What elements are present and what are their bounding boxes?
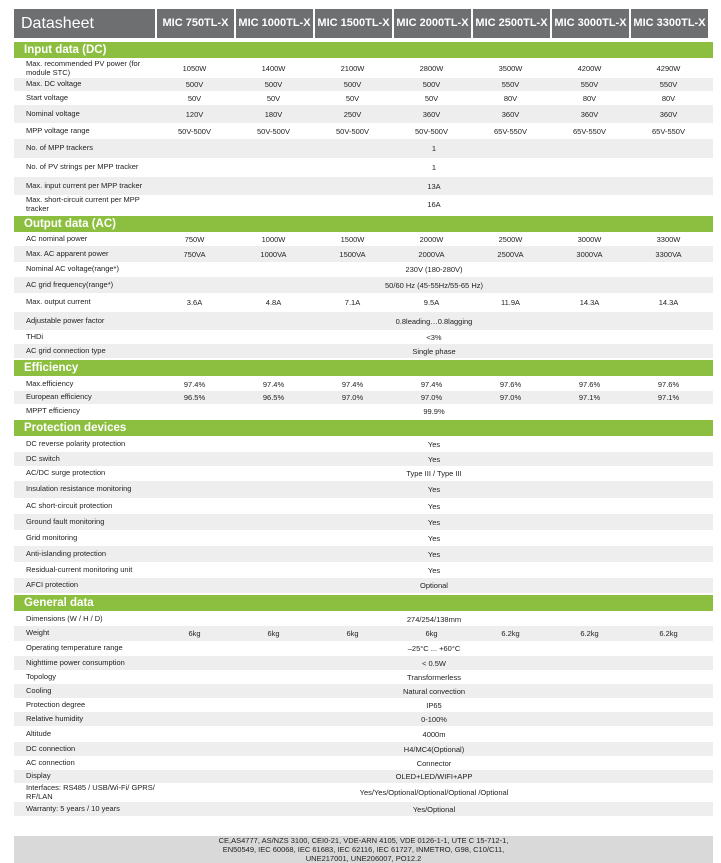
value-cell: 6.2kg [659, 629, 678, 638]
value-cell: 1500VA [339, 249, 366, 259]
table-row [14, 312, 713, 330]
table-row [14, 481, 713, 498]
value-cell: 2000W [419, 235, 444, 244]
row-label: Max. short-circuit current per MPP tracker [26, 195, 140, 213]
value-cell: 550V [659, 80, 678, 89]
row-label: Start voltage [26, 92, 69, 102]
value-cell: 97.4% [183, 379, 206, 389]
table-row [14, 377, 713, 391]
row-label: AC grid connection type [26, 345, 106, 355]
value-cell: 14.3A [658, 298, 679, 307]
datasheet-table [14, 9, 713, 816]
header-row [14, 9, 713, 38]
value-cell: 1400W [261, 64, 286, 73]
shared-value-cell: 1 [431, 163, 437, 172]
table-row [14, 404, 713, 418]
value-cell: 80V [661, 93, 676, 103]
shared-value-cell: Transformerless [407, 672, 461, 682]
table-row [14, 158, 713, 177]
table-row [14, 756, 713, 770]
table-row [14, 195, 713, 214]
value-cell: 2000VA [418, 249, 445, 259]
row-label: MPP voltage range [26, 125, 90, 135]
value-cell: 50V [424, 93, 439, 103]
shared-value-cell: Yes [427, 565, 441, 575]
value-cell: 97.4% [420, 379, 443, 389]
section-header-protection: Protection devices [14, 420, 713, 436]
value-cell: 97.0% [420, 393, 443, 402]
shared-value-cell: 0.8leading…0.8lagging [395, 316, 473, 326]
value-cell: 1050W [182, 64, 207, 73]
table-row [14, 626, 713, 641]
value-cell: 3300VA [655, 249, 682, 259]
value-cell: 2500W [498, 235, 523, 244]
value-cell: 97.0% [341, 393, 364, 402]
shared-value-cell: 230V (180-280V) [405, 265, 463, 274]
row-label: European efficiency [26, 392, 92, 402]
shared-value-cell: Yes [427, 517, 441, 527]
value-cell: 3.6A [186, 298, 203, 307]
value-cell: 1500W [340, 235, 365, 244]
table-row [14, 344, 713, 358]
shared-value-cell: Single phase [412, 346, 456, 356]
value-cell: 500V [185, 80, 204, 89]
table-row [14, 437, 713, 452]
shared-value-cell: H4/MC4(Optional) [403, 744, 465, 754]
row-label: Protection degree [26, 699, 86, 709]
row-label: Max.efficiency [26, 378, 74, 388]
value-cell: 3300W [656, 235, 681, 244]
shared-value-cell: IP65 [426, 700, 442, 710]
value-cell: 65V-550V [652, 126, 685, 136]
table-row [14, 530, 713, 546]
value-cell: 550V [501, 80, 520, 89]
value-cell: 97.1% [578, 393, 601, 402]
value-cell: 3000VA [576, 249, 603, 259]
table-row [14, 262, 713, 277]
table-row [14, 177, 713, 195]
value-cell: 6kg [425, 629, 438, 638]
table-row [14, 783, 713, 802]
value-cell: 250V [343, 109, 362, 119]
value-cell: 97.6% [657, 379, 680, 389]
shared-value-cell: 1 [431, 144, 437, 153]
value-cell: 65V-550V [573, 126, 606, 136]
shared-value-cell: OLED+LED/WIFI+APP [395, 772, 473, 781]
value-cell: 360V [580, 109, 599, 119]
table-row [14, 641, 713, 656]
row-label: AC short-circuit protection [26, 500, 113, 510]
value-cell: 4.8A [265, 298, 282, 307]
row-label: Altitude [26, 728, 52, 738]
shared-value-cell: Yes [427, 440, 441, 449]
table-row [14, 246, 713, 262]
value-cell: 96.5% [262, 393, 285, 402]
model-header: MIC 750TL-X [157, 9, 234, 38]
value-cell: 750W [184, 235, 205, 244]
shared-value-cell: <3% [426, 332, 442, 342]
table-row [14, 123, 713, 139]
certifications-footer: CE,AS4777, AS/NZS 3100, CEI0-21, VDE-ARN 4105, VDE 0126-1-1, UTE C 15-712-1, EN50549, IEC 60068, IEC 61683, IEC 62116, IEC 61727, INMETRO, G98, C10/C11, UNE217001, UNE206007, PO12.2 [14, 836, 713, 863]
row-label: Relative humidity [26, 713, 84, 723]
value-cell: 50V [187, 93, 202, 103]
row-label: AFCI protection [26, 580, 79, 590]
shared-value-cell: 50/60 Hz (45-55Hz/55-65 Hz) [385, 280, 483, 290]
shared-value-cell: Connector [416, 758, 452, 768]
value-cell: 360V [659, 109, 678, 119]
value-cell: 7.1A [344, 298, 361, 307]
value-cell: 50V-500V [336, 126, 369, 136]
row-label: AC nominal power [26, 234, 88, 244]
row-label: Max. DC voltage [26, 79, 82, 89]
shared-value-cell: Yes [427, 533, 441, 543]
shared-value-cell: 16A [427, 200, 441, 209]
row-label: Nominal AC voltage(range*) [26, 264, 119, 274]
shared-value-cell: Type III / Type III [406, 469, 462, 478]
table-row [14, 498, 713, 514]
shared-value-cell: 0-100% [421, 714, 447, 724]
table-body [14, 42, 713, 816]
shared-value-cell: Yes [427, 454, 441, 464]
model-header: MIC 2000TL-X [394, 9, 471, 38]
row-label: Max. recommended PV power (for module STC) [26, 59, 141, 77]
value-cell: 1000W [261, 235, 286, 244]
row-label: MPPT efficiency [26, 405, 80, 415]
row-label: THDi [26, 331, 44, 341]
row-label: AC/DC surge protection [26, 468, 106, 478]
row-label: Adjustable power factor [26, 315, 105, 325]
value-cell: 2500VA [497, 249, 524, 259]
value-cell: 50V-500V [415, 126, 448, 136]
shared-value-cell: Natural convection [402, 686, 466, 696]
model-header: MIC 1500TL-X [315, 9, 392, 38]
value-cell: 96.5% [183, 393, 206, 402]
table-row [14, 91, 713, 105]
row-label: Max. output current [26, 297, 91, 307]
row-label: DC switch [26, 453, 60, 463]
shared-value-cell: Optional [420, 581, 448, 590]
row-label: Max. AC apparent power [26, 248, 109, 258]
value-cell: 3000W [577, 235, 602, 244]
value-cell: 2800W [419, 64, 444, 73]
value-cell: 120V [185, 109, 204, 119]
table-row [14, 770, 713, 783]
value-cell: 6kg [188, 629, 201, 638]
row-label: AC connection [26, 757, 75, 767]
value-cell: 50V [345, 93, 360, 103]
row-label: DC connection [26, 743, 76, 753]
row-label: DC reverse polarity protection [26, 439, 126, 449]
model-header: MIC 3300TL-X [631, 9, 708, 38]
table-row [14, 59, 713, 78]
section-header-input: Input data (DC) [14, 42, 713, 58]
datasheet-title: Datasheet [14, 9, 155, 38]
value-cell: 750VA [183, 249, 206, 259]
value-cell: 6kg [267, 629, 280, 638]
value-cell: 550V [580, 80, 599, 89]
value-cell: 97.6% [578, 379, 601, 389]
row-label: Nighttime power consumption [26, 657, 125, 667]
shared-value-cell: 4000m [422, 729, 446, 739]
table-row [14, 712, 713, 726]
table-row [14, 466, 713, 481]
value-cell: 11.9A [500, 298, 521, 307]
value-cell: 80V [582, 93, 597, 103]
shared-value-cell: 99.9% [423, 406, 445, 416]
value-cell: 180V [264, 109, 283, 119]
table-row [14, 670, 713, 684]
table-row [14, 391, 713, 404]
row-label: Topology [26, 671, 57, 681]
value-cell: 360V [422, 109, 441, 119]
value-cell: 97.0% [499, 393, 522, 402]
table-row [14, 546, 713, 562]
row-label: Insulation resistance monitoring [26, 484, 132, 494]
table-row [14, 698, 713, 712]
row-label: Grid monitoring [26, 532, 78, 542]
value-cell: 50V [266, 93, 281, 103]
value-cell: 500V [343, 80, 362, 89]
model-header: MIC 3000TL-X [552, 9, 629, 38]
row-label: Operating temperature range [26, 643, 123, 653]
shared-value-cell: Yes [427, 485, 441, 494]
value-cell: 65V-550V [494, 126, 527, 136]
table-row [14, 726, 713, 742]
value-cell: 4200W [577, 64, 602, 73]
shared-value-cell: 13A [427, 181, 441, 191]
shared-value-cell: –25°C ... +60°C [407, 644, 461, 653]
row-label: Dimensions (W / H / D) [26, 613, 103, 623]
value-cell: 1000VA [260, 249, 287, 259]
value-cell: 500V [422, 80, 441, 89]
row-label: Cooling [26, 685, 52, 695]
row-label: Weight [26, 628, 50, 638]
model-header: MIC 2500TL-X [473, 9, 550, 38]
value-cell: 500V [264, 80, 283, 89]
table-row [14, 514, 713, 530]
value-cell: 97.6% [499, 379, 522, 389]
row-label: Residual-current monitoring unit [26, 564, 133, 574]
row-label: Max. input current per MPP tracker [26, 180, 143, 190]
table-row [14, 139, 713, 158]
section-header-efficiency: Efficiency [14, 360, 713, 376]
row-label: No. of MPP trackers [26, 143, 93, 153]
row-label: Ground fault monitoring [26, 516, 105, 526]
value-cell: 97.1% [657, 393, 680, 402]
shared-value-cell: Yes [427, 501, 441, 511]
shared-value-cell: Yes [427, 549, 441, 559]
table-row [14, 578, 713, 593]
row-label: No. of PV strings per MPP tracker [26, 162, 139, 172]
table-row [14, 277, 713, 293]
table-row [14, 612, 713, 626]
table-row [14, 802, 713, 816]
value-cell: 360V [501, 109, 520, 119]
value-cell: 50V-500V [257, 126, 290, 136]
value-cell: 97.4% [341, 379, 364, 389]
model-header: MIC 1000TL-X [236, 9, 313, 38]
row-label: Interfaces: RS485 / USB/Wi-Fi/ GPRS/ RF/LAN [26, 783, 155, 801]
shared-value-cell: Yes/Optional [412, 804, 456, 814]
value-cell: 4290W [656, 64, 681, 73]
table-row [14, 684, 713, 698]
table-row [14, 233, 713, 246]
value-cell: 50V-500V [178, 126, 211, 136]
value-cell: 6.2kg [580, 629, 599, 638]
table-row [14, 562, 713, 578]
row-label: Warranty: 5 years / 10 years [26, 803, 120, 813]
value-cell: 3500W [498, 64, 523, 73]
table-row [14, 105, 713, 123]
row-label: Nominal voltage [26, 108, 80, 118]
value-cell: 80V [503, 93, 518, 103]
section-header-general: General data [14, 595, 713, 611]
value-cell: 9.5A [423, 298, 440, 307]
table-row [14, 78, 713, 91]
value-cell: 6.2kg [501, 629, 520, 638]
shared-value-cell: 274/254/138mm [406, 614, 462, 624]
value-cell: 97.4% [262, 379, 285, 389]
value-cell: 14.3A [579, 298, 600, 307]
table-row [14, 452, 713, 466]
table-row [14, 656, 713, 670]
shared-value-cell: Yes/Yes/Optional/Optional/Optional /Optional [359, 788, 509, 797]
row-label: AC grid frequency(range*) [26, 279, 114, 289]
section-header-output: Output data (AC) [14, 216, 713, 232]
row-label: Display [26, 771, 51, 781]
table-row [14, 293, 713, 312]
value-cell: 6kg [346, 629, 359, 638]
shared-value-cell: < 0.5W [422, 658, 446, 668]
table-row [14, 330, 713, 344]
row-label: Anti-islanding protection [26, 548, 107, 558]
value-cell: 2100W [340, 64, 365, 73]
table-row [14, 742, 713, 756]
